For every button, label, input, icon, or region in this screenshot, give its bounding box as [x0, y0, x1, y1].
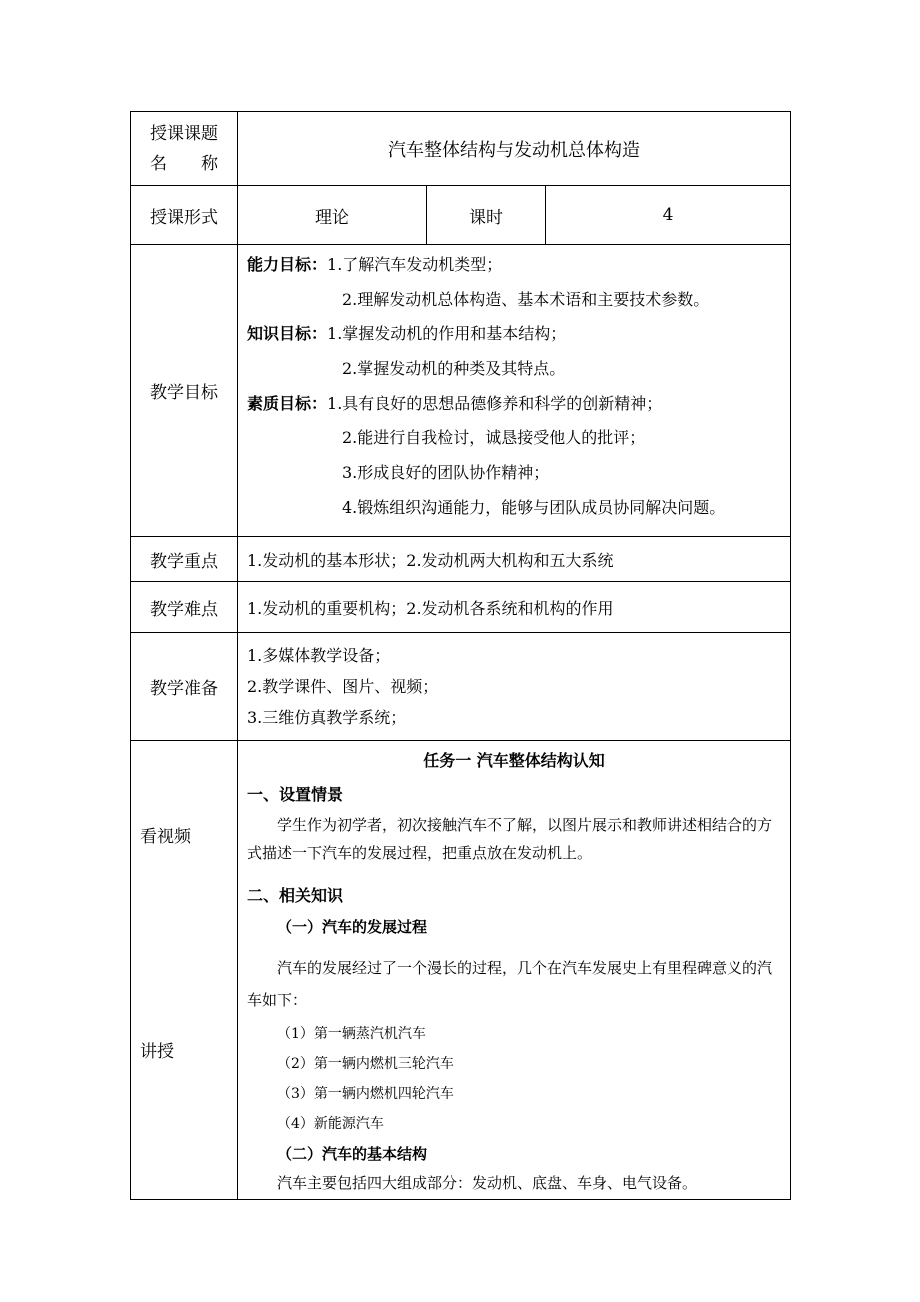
objectives-content [238, 245, 791, 537]
key-points-value: 1.发动机的基本形状；2.发动机两大机构和五大系统 [238, 537, 791, 582]
knowledge-item-1: 1.掌握发动机的作用和基本结构； [327, 324, 567, 344]
objectives-row [131, 245, 791, 537]
difficulties-value: 1.发动机的重要机构；2.发动机各系统和机构的作用 [238, 582, 791, 633]
lecture-label-cell [131, 741, 238, 1200]
quality-item-1: 1.具有良好的思想品德修养和科学的创新精神； [327, 393, 663, 413]
sub2-title: （二）汽车的基本结构 [277, 1145, 428, 1163]
form-row [131, 186, 791, 245]
knowledge-label: 知识目标： [247, 324, 328, 344]
lesson-plan-table [130, 111, 791, 1200]
quality-line-1 [247, 387, 790, 422]
sub1-item-1: （1）第一辆蒸汽机汽车 [277, 1026, 426, 1042]
section1-title: 一、设置情景 [247, 785, 344, 804]
topic-label-cell [131, 112, 238, 186]
key-points-label: 教学重点 [131, 537, 238, 582]
quality-item-2: 2.能进行自我检讨，诚恳接受他人的批评； [342, 428, 646, 448]
difficulties-row [131, 582, 791, 633]
ability-item-1: 1.了解汽车发动机类型； [327, 255, 503, 274]
ability-line-1 [247, 248, 790, 283]
form-label: 授课形式 [131, 186, 238, 245]
topic-label-line2: 名 称 [150, 153, 218, 174]
lecture-label: 讲授 [140, 1042, 174, 1062]
sub1-text: 汽车的发展经过了一个漫长的过程，几个在汽车发展史上有里程碑意义的汽车如下： [247, 959, 773, 1009]
ability-label: 能力目标： [247, 255, 328, 274]
objectives-label: 教学目标 [131, 245, 238, 537]
knowledge-item-2: 2.掌握发动机的种类及其特点。 [342, 359, 566, 379]
quality-label: 素质目标： [247, 393, 328, 413]
topic-value: 汽车整体结构与发动机总体构造 [238, 112, 791, 186]
watch-video-label: 看视频 [140, 827, 191, 847]
sub1-title: （一）汽车的发展过程 [277, 918, 428, 936]
preparation-label: 教学准备 [131, 633, 238, 741]
sub1-item-4: （4）新能源汽车 [277, 1116, 384, 1132]
topic-row [131, 112, 791, 186]
hours-label: 课时 [427, 186, 546, 245]
section2-title: 二、相关知识 [247, 886, 344, 905]
preparation-item-3: 3.三维仿真教学系统； [247, 708, 407, 727]
preparation-item-2: 2.教学课件、图片、视频； [247, 677, 439, 696]
quality-item-3: 3.形成良好的团队协作精神； [342, 463, 550, 483]
ability-item-2: 2.理解发动机总体构造、基本术语和主要技术参数。 [342, 289, 710, 309]
knowledge-line-1 [247, 317, 790, 352]
preparation-content [238, 633, 791, 741]
lecture-row [131, 741, 791, 1200]
task-title: 任务一 汽车整体结构认知 [423, 751, 605, 770]
sub1-item-2: （2）第一辆内燃机三轮汽车 [277, 1056, 454, 1072]
lecture-content [238, 741, 791, 1200]
preparation-item-1: 1.多媒体教学设备； [247, 646, 391, 665]
section1-text: 学生作为初学者，初次接触汽车不了解，以图片展示和教师讲述相结合的方式描述一下汽车的发展过程，把重点放在发动机上。 [247, 816, 773, 862]
key-points-row [131, 537, 791, 582]
hours-value: 4 [546, 186, 791, 245]
form-value: 理论 [238, 186, 427, 245]
sub1-item-3: （3）第一辆内燃机四轮汽车 [277, 1086, 454, 1102]
difficulties-label: 教学难点 [131, 582, 238, 633]
preparation-row [131, 633, 791, 741]
sub2-text: 汽车主要包括四大组成部分：发动机、底盘、车身、电气设备。 [277, 1174, 698, 1192]
topic-label-line1: 授课课题 [150, 123, 218, 144]
quality-item-4: 4.锻炼组织沟通能力，能够与团队成员协同解决问题。 [342, 497, 726, 517]
